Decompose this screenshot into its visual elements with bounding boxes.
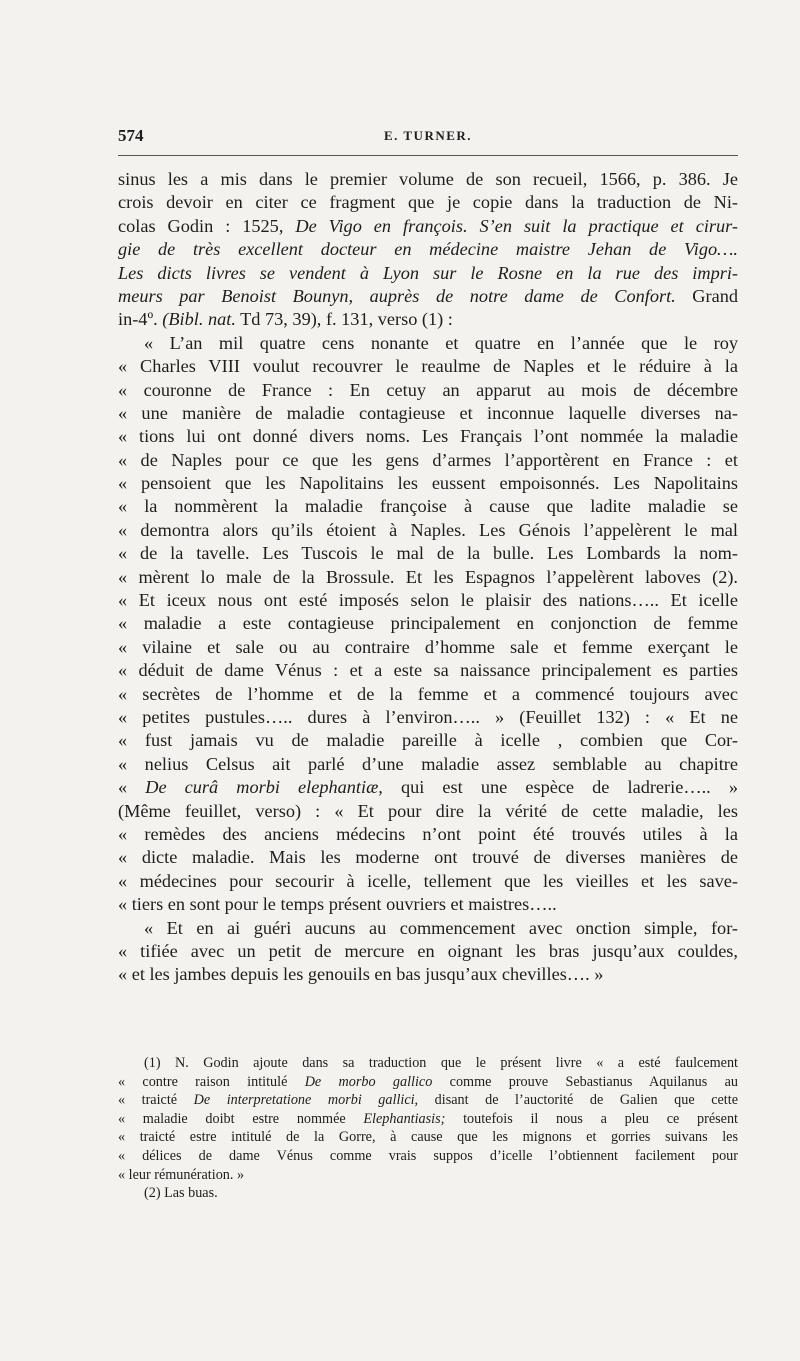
text-segment: « secrètes de l’homme et de la femme et a commencé toujours avec <box>118 683 738 704</box>
text-segment: « nelius Celsus ait parlé d’une maladie assez semblable au chapitre <box>118 753 738 774</box>
body-line <box>118 449 738 472</box>
text-segment: in-4º. <box>118 309 163 330</box>
text-segment: « pensoient que les Napolitains les eussent empoisonnés. Les Napolitains <box>118 473 738 494</box>
italic-text: Elephantiasis; <box>363 1110 446 1127</box>
body-line <box>118 776 738 799</box>
text-segment: « maladie doibt estre nommée <box>118 1110 364 1127</box>
text-segment: Td 73, 39), f. 131, verso (1) : <box>235 309 453 330</box>
body-line <box>118 589 738 612</box>
text-segment: crois devoir en citer ce fragment que je copie dans la traduction de Ni- <box>118 192 738 213</box>
italic-text: De interpretatione morbi gallici, <box>193 1092 419 1109</box>
text-segment: « traicté <box>118 1092 194 1109</box>
body-line <box>118 753 738 776</box>
text-segment: « et les jambes depuis les genouils en bas jusqu’aux chevilles…. » <box>118 964 604 985</box>
text-segment: « une manière de maladie contagieuse et inconnue laquelle diverses na- <box>118 402 738 423</box>
text-segment: « couronne de France : En cetuy an apparut au mois de décembre <box>118 379 738 400</box>
body-line <box>118 823 738 846</box>
text-segment: « <box>118 777 146 798</box>
body-line <box>118 963 738 986</box>
body-text <box>118 168 738 987</box>
text-segment: « médecines pour secourir à icelle, tellement que les vieilles et les save- <box>118 870 738 891</box>
body-line <box>118 940 738 963</box>
text-segment: « vilaine et sale ou au contraire d’homme sale et femme exerçant le <box>118 636 738 657</box>
footnote-line <box>118 1166 738 1185</box>
text-segment: (1) N. Godin ajoute dans sa traduction que le présent livre « a esté faulcement <box>144 1055 738 1071</box>
body-line <box>118 168 738 191</box>
text-segment: « Et en ai guéri aucuns au commencement avec onction simple, for- <box>144 917 738 938</box>
text-segment: « leur rémunération. » <box>118 1166 245 1183</box>
page-number: 574 <box>118 126 144 145</box>
italic-text: gie de très excellent docteur en médecine maistre Jehan de Vigo…. <box>118 239 738 260</box>
text-segment: « maladie a este contagieuse principalement en conjonction de femme <box>118 613 738 634</box>
body-line <box>118 683 738 706</box>
text-segment: Grand <box>675 285 738 306</box>
body-line <box>118 519 738 542</box>
italic-text: De curâ morbi elephantiæ, <box>145 777 383 798</box>
text-segment: qui est une espèce de ladrerie….. » <box>382 777 738 798</box>
text-segment: « contre raison intitulé <box>118 1073 305 1090</box>
footnote-line <box>118 1184 738 1203</box>
running-title: E. TURNER. <box>383 128 473 143</box>
text-segment: « remèdes des anciens médecins n’ont point été trouvés utiles à la <box>118 823 738 844</box>
body-line <box>118 495 738 518</box>
body-line <box>118 355 738 378</box>
body-line <box>118 238 738 261</box>
body-line <box>118 659 738 682</box>
page-header <box>118 126 738 150</box>
text-segment: disant de l’auctorité de Galien que cette <box>418 1092 738 1109</box>
body-line <box>118 612 738 635</box>
body-line <box>118 729 738 752</box>
text-segment: « petites pustules….. dures à l’environ….. » (Feuillet 132) : « Et ne <box>118 706 738 727</box>
italic-text: De morbo gallico <box>304 1073 433 1090</box>
body-line <box>118 917 738 940</box>
italic-text: meurs par Benoist Bounyn, auprès de notre dame de Confort. <box>118 285 676 306</box>
body-line <box>118 215 738 238</box>
text-segment: « L’an mil quatre cens nonante et quatre en l’année que le roy <box>144 332 738 353</box>
body-line <box>118 706 738 729</box>
body-line <box>118 379 738 402</box>
text-segment: « tifiée avec un petit de mercure en oignant les bras jusqu’aux couldes, <box>118 940 738 961</box>
text-segment: « déduit de dame Vénus : et a este sa naissance principalement es parties <box>118 660 738 681</box>
footnote-line <box>118 1054 738 1073</box>
text-segment: « tiers en sont pour le temps présent ouvriers et maistres….. <box>118 894 557 915</box>
body-line <box>118 472 738 495</box>
body-line <box>118 846 738 869</box>
footnote-line <box>118 1073 738 1092</box>
italic-text: Les dicts livres se vendent à Lyon sur le Rosne en la rue des impri- <box>118 262 738 283</box>
body-line <box>118 800 738 823</box>
body-line <box>118 636 738 659</box>
header-rule <box>118 155 738 156</box>
text-segment: colas Godin : 1525, <box>118 215 296 236</box>
footnote-line <box>118 1110 738 1129</box>
text-segment: « mèrent lo male de la Brossule. Et les Espagnos l’appelèrent laboves (2). <box>118 566 738 587</box>
body-line <box>118 542 738 565</box>
text-segment: « la nommèrent la maladie françoise à cause que ladite maladie se <box>118 496 738 517</box>
text-segment: (Même feuillet, verso) : « Et pour dire la vérité de cette maladie, les <box>118 800 738 821</box>
text-segment: comme prouve Sebastianus Aquilanus au <box>432 1073 738 1090</box>
body-line <box>118 402 738 425</box>
text-segment: « de Naples pour ce que les gens d’armes l’apportèrent en France : et <box>118 449 738 470</box>
text-segment: « Et iceux nous ont esté imposés selon le plaisir des nations….. Et icelle <box>118 590 738 611</box>
italic-text: (Bibl. nat. <box>162 309 236 330</box>
body-line <box>118 308 738 331</box>
body-line <box>118 191 738 214</box>
body-line <box>118 285 738 308</box>
text-segment: sinus les a mis dans le premier volume de son recueil, 1566, p. 386. Je <box>118 169 738 189</box>
text-segment: « demontra alors qu’ils étoient à Naples. Les Génois l’appelèrent le mal <box>118 519 738 540</box>
body-line <box>118 425 738 448</box>
footnotes <box>118 1054 738 1203</box>
text-segment: « de la tavelle. Les Tuscois le mal de la bulle. Les Lombards la nom- <box>118 543 738 564</box>
text-segment: « tions lui ont donné divers noms. Les Français l’ont nommée la maladie <box>118 426 738 447</box>
text-segment: « délices de dame Vénus comme vrais suppos d’icelle l’obtiennent facilement pour <box>118 1147 738 1164</box>
italic-text: De Vigo en françois. S’en suit la practique et cirur- <box>295 215 739 236</box>
footnote-line <box>118 1128 738 1147</box>
text-segment: (2) Las buas. <box>144 1185 218 1202</box>
text-segment: « Charles VIII voulut recouvrer le reaulme de Naples et le réduire à la <box>118 356 738 377</box>
body-line <box>118 870 738 893</box>
body-line <box>118 262 738 285</box>
text-segment: toutefois il nous a pleu ce présent <box>445 1110 739 1127</box>
body-line <box>118 332 738 355</box>
text-segment: « fust jamais vu de maladie pareille à icelle , combien que Cor- <box>118 730 738 751</box>
footnote-line <box>118 1091 738 1110</box>
body-line <box>118 566 738 589</box>
text-segment: « traicté estre intitulé de la Gorre, à cause que les mignons et gorries suivans les <box>118 1129 738 1146</box>
text-segment: « dicte maladie. Mais les moderne ont trouvé de diverses manières de <box>118 847 738 868</box>
body-line <box>118 893 738 916</box>
footnote-line <box>118 1147 738 1166</box>
